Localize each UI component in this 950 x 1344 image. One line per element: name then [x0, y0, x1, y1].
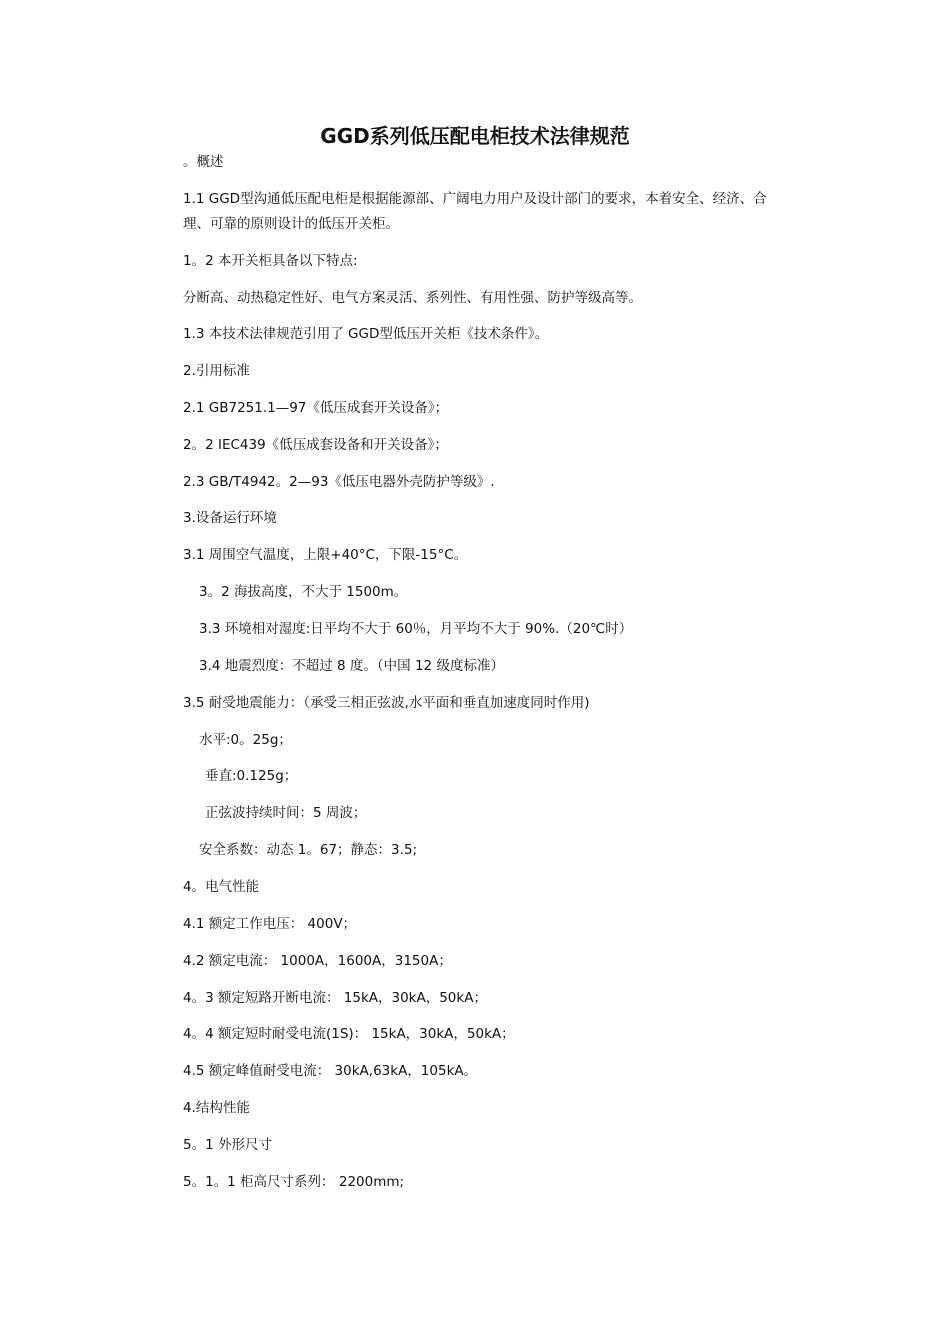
document-title: GGD系列低压配电柜技术法律规范 — [320, 124, 630, 148]
paragraph-4-1: 4.1 额定工作电压： 400V； — [183, 916, 357, 932]
paragraph-3-5: 3.5 耐受地震能力：（承受三相正弦波,水平面和垂直加速度同时作用) — [183, 695, 590, 711]
heading-electrical-performance: 4。电气性能 — [183, 879, 260, 895]
paragraph-safety-factor: 安全系数：动态 1。67；静态：3.5; — [199, 842, 418, 858]
paragraph-1-1-continued: 理、可靠的原则设计的低压开关柜。 — [183, 216, 399, 232]
paragraph-2-1: 2.1 GB7251.1—97《低压成套开关设备》； — [183, 400, 449, 416]
paragraph-4-4: 4。4 额定短时耐受电流(1S)： 15kA，30kA，50kA； — [183, 1026, 515, 1042]
paragraph-5-1-1: 5。1。1 柜高尺寸系列： 2200mm; — [183, 1174, 405, 1190]
paragraph-1-3: 1.3 本技术法律规范引用了 GGD型低压开关柜《技术条件》。 — [183, 326, 549, 342]
paragraph-4-2: 4.2 额定电流： 1000A，1600A，3150A； — [183, 953, 452, 969]
heading-referenced-standards: 2.引用标准 — [183, 363, 250, 379]
paragraph-4-3: 4。3 额定短路开断电流： 15kA，30kA，50kA； — [183, 990, 487, 1006]
paragraph-3-3: 3.3 环境相对湿度:日平均不大于 60％，月平均不大于 90%.（20℃时） — [199, 621, 633, 637]
paragraph-sine-duration: 正弦波持续时间：5 周波； — [205, 805, 367, 821]
heading-structural-performance: 4.结构性能 — [183, 1100, 250, 1116]
paragraph-features: 分断高、动热稳定性好、电气方案灵活、系列性、有用性强、防护等级高等。 — [183, 290, 642, 306]
paragraph-5-1: 5。1 外形尺寸 — [183, 1137, 272, 1153]
paragraph-overview-heading: 。概述 — [183, 154, 224, 170]
heading-operating-environment: 3.设备运行环境 — [183, 510, 277, 526]
paragraph-1-2: 1。2 本开关柜具备以下特点: — [183, 253, 358, 269]
paragraph-3-4: 3.4 地震烈度：不超过 8 度。（中国 12 级度标准） — [199, 658, 504, 674]
paragraph-1-1: 1.1 GGD型沟通低压配电柜是根据能源部、广阔电力用户及设计部门的要求，本着安全、经济、合 — [183, 191, 767, 207]
paragraph-2-3: 2.3 GB/T4942。2—93《低压电器外壳防护等级》. — [183, 474, 495, 490]
paragraph-4-5: 4.5 额定峰值耐受电流： 30kA,63kA，105kA。 — [183, 1063, 478, 1079]
paragraph-horizontal-acceleration: 水平:0。25g； — [199, 732, 292, 748]
paragraph-3-2: 3。2 海拔高度，不大于 1500m。 — [199, 584, 408, 600]
paragraph-2-2: 2。2 IEC439《低压成套设备和开关设备》； — [183, 437, 448, 453]
paragraph-3-1: 3.1 周围空气温度，上限+40°C，下限-15°C。 — [183, 547, 468, 563]
paragraph-vertical-acceleration: 垂直:0.125g； — [205, 768, 298, 784]
